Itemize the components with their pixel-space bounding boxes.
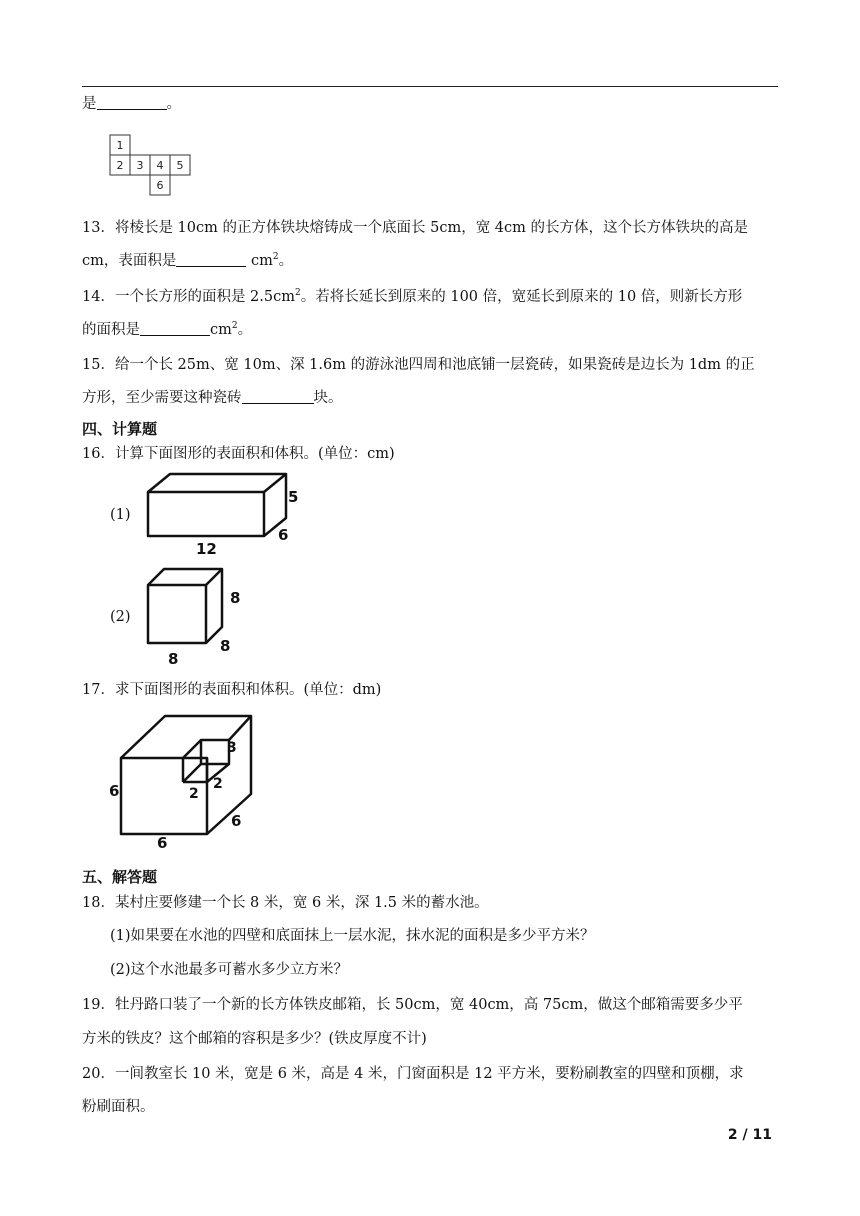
q12-fragment: 是 。 [82,96,181,112]
q18-sub2: (2)这个水池最多可蓄水多少立方米？ [110,962,349,978]
dim-height: 6 [109,782,120,800]
figure-label: (1) [110,507,131,523]
figure-label: (2) [110,609,131,625]
answer-blank[interactable] [176,251,246,267]
q20-line2: 粉刷面积。 [82,1099,155,1115]
net-label-1: 1 [116,139,124,152]
dim-depth: 6 [231,812,242,830]
q14-line2: 的面积是 $cm^2$。 [82,321,253,338]
dim-length: 12 [196,540,217,558]
cuboid-figure [142,470,312,564]
dim-notch-h: 3 [227,740,237,756]
dim-c: 8 [230,589,241,607]
q18-text: 18．某村庄要修建一个长 8 米，宽 6 米，深 1.5 米的蓄水池。 [82,895,489,911]
answer-blank[interactable] [242,388,314,404]
dim-front: 6 [157,834,168,852]
q19-line2: 方米的铁皮？这个邮箱的容积是多少？(铁皮厚度不计) [82,1031,427,1047]
section-heading: 五、解答题 [82,868,158,886]
q13-line2: cm，表面积是 $cm^2$。 [82,252,294,269]
answer-blank[interactable] [140,320,210,336]
q14-line1: 14．一个长方形的面积是 $2.5cm^2$。若将长延长到原来的 100 倍，宽延长到原来的 10 倍，则新长方形 [82,288,743,305]
q15-line2: 方形，至少需要这种瓷砖 块。 [82,390,343,406]
dim-b: 8 [220,637,231,655]
q18-sub1: (1)如果要在水池的四壁和底面抹上一层水泥，抹水泥的面积是多少平方米？ [110,928,595,944]
cube-figure [142,565,252,673]
net-label-3: 3 [136,159,144,172]
dim-notch-d: 2 [213,776,223,792]
dim-a: 8 [168,650,179,668]
q19-line1: 19．牡丹路口装了一个新的长方体铁皮邮箱，长 50cm，宽 40cm，高 75cm，做这个邮箱需要多少平 [82,997,743,1013]
dim-height: 5 [288,488,299,506]
page-number: 2 / 11 [727,1127,772,1143]
answer-blank[interactable] [97,94,167,110]
q15-line1: 15．给一个长 25m、宽 10m、深 1.6m 的游泳池四周和池底铺一层瓷砖，如果瓷砖是边长为 1dm 的正 [82,357,755,373]
q20-line1: 20．一间教室长 10 米，宽是 6 米，高是 4 米，门窗面积是 12 平方米，要粉刷教室的四壁和顶棚，求 [82,1066,744,1082]
cube-net-figure [108,133,198,201]
q13-line1: 13．将棱长是 10cm 的正方体铁块熔铸成一个底面长 5cm，宽 4cm 的长方体，这个长方体铁块的高是 [82,220,749,236]
net-label-4: 4 [156,159,164,172]
net-label-6: 6 [156,179,164,192]
q17-text: 17．求下面图形的表面积和体积。(单位：dm) [82,682,382,698]
net-label-5: 5 [176,159,184,172]
dim-notch-w: 2 [189,786,199,802]
notched-cuboid-figure [105,712,265,856]
section-heading: 四、计算题 [82,420,158,438]
dim-width: 6 [278,526,289,544]
header-rule [82,86,778,87]
q16-text: 16．计算下面图形的表面积和体积。(单位：cm) [82,446,395,462]
net-label-2: 2 [116,159,124,172]
